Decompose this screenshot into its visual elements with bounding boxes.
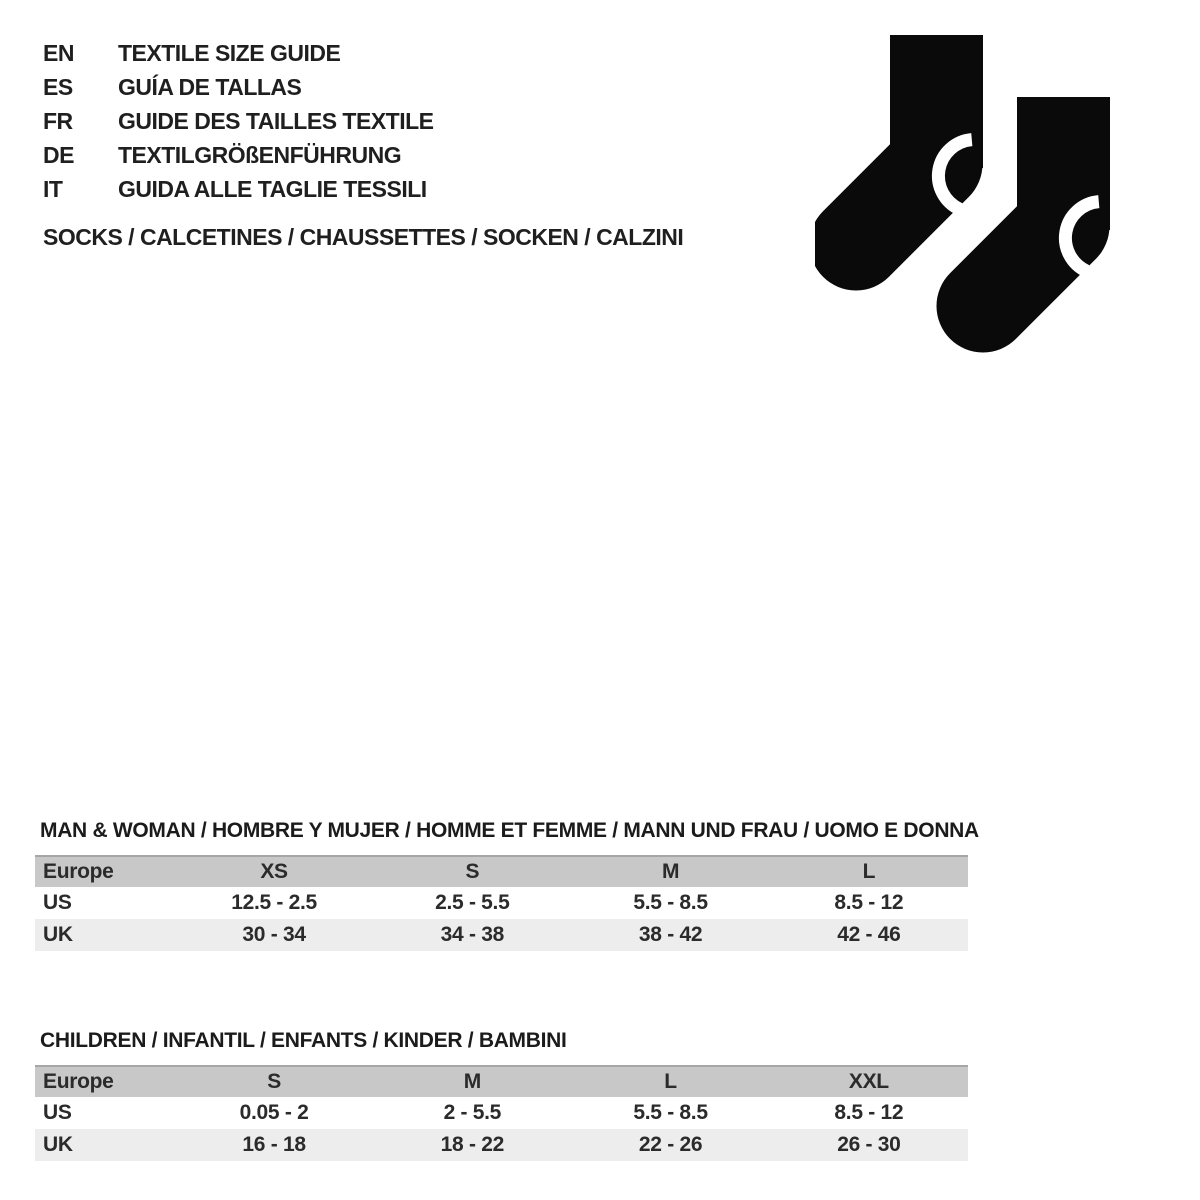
size-value: 5.5 - 8.5	[633, 1101, 708, 1124]
language-code: IT	[43, 175, 63, 202]
language-title: GUIDE DES TAILLES TEXTILE	[118, 107, 434, 134]
size-value: 0.05 - 2	[239, 1101, 309, 1124]
size-value: 34 - 38	[373, 919, 571, 951]
size-value: 5.5 - 8.5	[633, 891, 708, 914]
language-row-de	[43, 138, 434, 172]
language-code: FR	[43, 107, 73, 134]
table-row-us	[35, 887, 968, 919]
column-header-size: S	[175, 1066, 373, 1097]
size-value: 42 - 46	[770, 919, 968, 951]
column-header-europe: Europe	[35, 1066, 175, 1097]
table-row-uk	[35, 1129, 968, 1161]
socks-icon	[815, 33, 1115, 363]
size-value: 12.5 - 2.5	[231, 891, 317, 914]
language-row-it	[43, 172, 434, 206]
language-row-fr	[43, 104, 434, 138]
language-title: TEXTILE SIZE GUIDE	[118, 39, 341, 66]
section-title-children: CHILDREN / INFANTIL / ENFANTS / KINDER / BAMBINI	[40, 1029, 567, 1052]
size-value: 2 - 5.5	[443, 1101, 502, 1124]
column-header-size: M	[373, 1066, 571, 1097]
row-label: UK	[35, 919, 175, 951]
table-row-uk	[35, 919, 968, 951]
row-label: US	[43, 891, 72, 914]
column-header-size: S	[373, 856, 571, 887]
sock-left-icon	[856, 35, 983, 244]
language-code: DE	[43, 141, 74, 168]
language-title: GUIDA ALLE TAGLIE TESSILI	[118, 175, 427, 202]
size-value: 30 - 34	[175, 919, 373, 951]
size-value: 2.5 - 5.5	[435, 891, 510, 914]
language-title: TEXTILGRÖßENFÜHRUNG	[118, 141, 402, 168]
language-title: GUÍA DE TALLAS	[118, 73, 302, 100]
sock-right-icon	[983, 97, 1110, 306]
size-value: 16 - 18	[175, 1129, 373, 1161]
size-value: 18 - 22	[373, 1129, 571, 1161]
size-value: 22 - 26	[571, 1129, 769, 1161]
column-header-size: L	[770, 856, 968, 887]
row-label: UK	[35, 1129, 175, 1161]
size-section-children	[35, 1028, 968, 1161]
size-table-children	[35, 1065, 968, 1161]
size-section-man-woman	[35, 818, 979, 951]
language-row-es	[43, 70, 434, 104]
size-table-man-woman	[35, 855, 968, 951]
column-header-size: M	[571, 856, 769, 887]
language-header	[43, 36, 434, 206]
language-code: ES	[43, 73, 73, 100]
column-header-europe: Europe	[35, 856, 175, 887]
size-value: 38 - 42	[571, 919, 769, 951]
size-value: 26 - 30	[770, 1129, 968, 1161]
column-header-size: XS	[175, 856, 373, 887]
language-code: EN	[43, 39, 74, 66]
size-value: 8.5 - 12	[834, 1101, 904, 1124]
column-header-size: XXL	[770, 1066, 968, 1097]
language-row-en	[43, 36, 434, 70]
product-category-line: SOCKS / CALCETINES / CHAUSSETTES / SOCKEN / CALZINI	[43, 224, 684, 250]
row-label: US	[43, 1101, 72, 1124]
size-value: 8.5 - 12	[834, 891, 904, 914]
section-title-man-woman: MAN & WOMAN / HOMBRE Y MUJER / HOMME ET FEMME / MANN UND FRAU / UOMO E DONNA	[40, 819, 979, 842]
table-header-row	[35, 1066, 968, 1097]
table-header-row	[35, 856, 968, 887]
column-header-size: L	[571, 1066, 769, 1097]
table-row-us	[35, 1097, 968, 1129]
